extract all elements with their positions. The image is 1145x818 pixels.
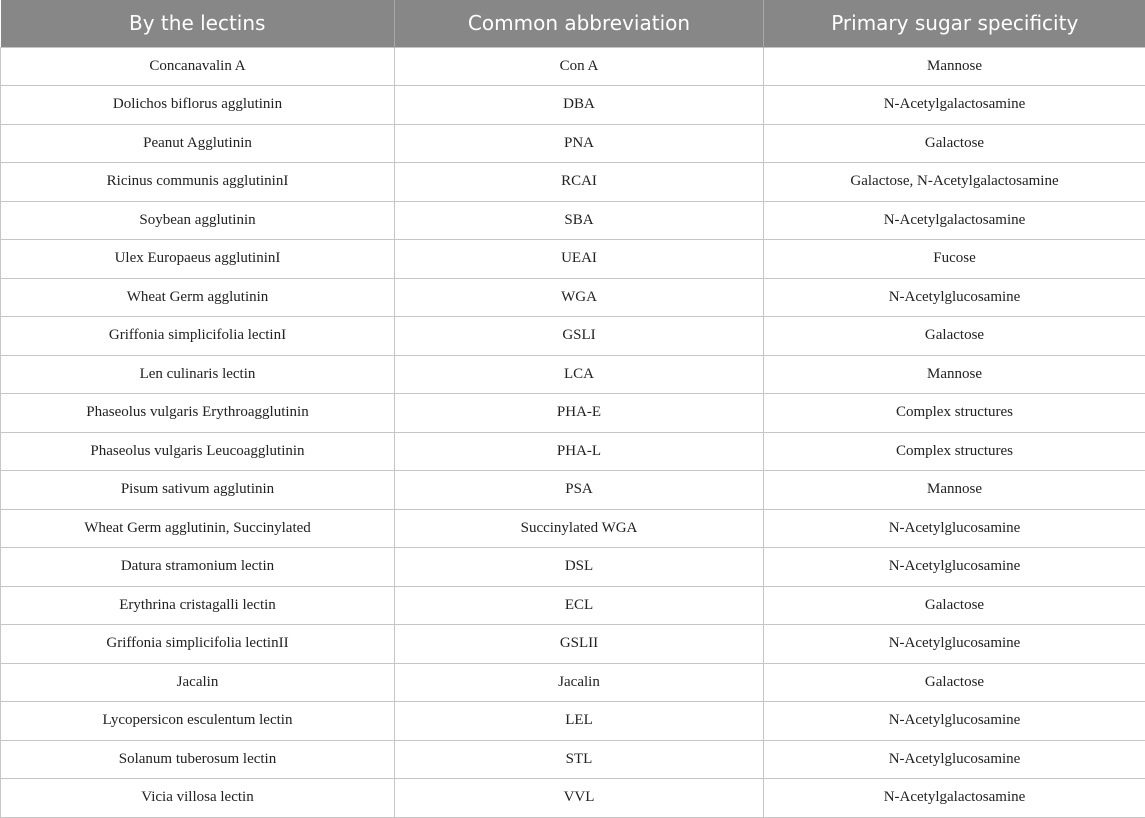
cell-abbreviation: Jacalin — [395, 663, 764, 702]
cell-lectin: Vicia villosa lectin — [1, 779, 395, 818]
table-row — [1, 163, 1145, 202]
cell-abbreviation: STL — [395, 740, 764, 779]
cell-sugar-specificity: N-Acetylgalactosamine — [764, 201, 1145, 240]
table-row — [1, 509, 1145, 548]
cell-lectin: Phaseolus vulgaris Leucoagglutinin — [1, 432, 395, 471]
table-row — [1, 740, 1145, 779]
cell-sugar-specificity: Complex structures — [764, 432, 1145, 471]
table-row — [1, 779, 1145, 818]
cell-abbreviation: Succinylated WGA — [395, 509, 764, 548]
cell-sugar-specificity: N-Acetylgalactosamine — [764, 779, 1145, 818]
cell-lectin: Griffonia simplicifolia lectinII — [1, 625, 395, 664]
table-row — [1, 663, 1145, 702]
cell-abbreviation: PHA-L — [395, 432, 764, 471]
cell-abbreviation: PSA — [395, 471, 764, 510]
cell-lectin: Pisum sativum agglutinin — [1, 471, 395, 510]
cell-abbreviation: GSLI — [395, 317, 764, 356]
cell-lectin: Solanum tuberosum lectin — [1, 740, 395, 779]
cell-sugar-specificity: Fucose — [764, 240, 1145, 279]
table-row — [1, 47, 1145, 86]
cell-sugar-specificity: Galactose — [764, 663, 1145, 702]
cell-abbreviation: RCAI — [395, 163, 764, 202]
cell-sugar-specificity: Mannose — [764, 355, 1145, 394]
cell-lectin: Dolichos biflorus agglutinin — [1, 86, 395, 125]
header-sugar-specificity: Primary sugar specificity — [764, 0, 1145, 47]
cell-abbreviation: SBA — [395, 201, 764, 240]
cell-lectin: Ricinus communis agglutininI — [1, 163, 395, 202]
header-abbreviation: Common abbreviation — [395, 0, 764, 47]
cell-lectin: Concanavalin A — [1, 47, 395, 86]
header-row — [1, 0, 1145, 47]
cell-sugar-specificity: N-Acetylglucosamine — [764, 625, 1145, 664]
cell-lectin: Griffonia simplicifolia lectinI — [1, 317, 395, 356]
cell-sugar-specificity: N-Acetylglucosamine — [764, 740, 1145, 779]
cell-abbreviation: WGA — [395, 278, 764, 317]
cell-sugar-specificity: N-Acetylglucosamine — [764, 509, 1145, 548]
cell-lectin: Jacalin — [1, 663, 395, 702]
table-row — [1, 278, 1145, 317]
table-row — [1, 317, 1145, 356]
cell-abbreviation: VVL — [395, 779, 764, 818]
table-body — [1, 47, 1145, 817]
cell-sugar-specificity: Galactose, N-Acetylgalactosamine — [764, 163, 1145, 202]
cell-abbreviation: ECL — [395, 586, 764, 625]
cell-sugar-specificity: Galactose — [764, 317, 1145, 356]
cell-sugar-specificity: Mannose — [764, 47, 1145, 86]
cell-lectin: Soybean agglutinin — [1, 201, 395, 240]
cell-abbreviation: Con A — [395, 47, 764, 86]
cell-sugar-specificity: Mannose — [764, 471, 1145, 510]
table-row — [1, 201, 1145, 240]
table-row — [1, 124, 1145, 163]
cell-abbreviation: DBA — [395, 86, 764, 125]
cell-sugar-specificity: Galactose — [764, 586, 1145, 625]
cell-sugar-specificity: N-Acetylglucosamine — [764, 278, 1145, 317]
table-header — [1, 0, 1145, 47]
cell-sugar-specificity: N-Acetylglucosamine — [764, 548, 1145, 587]
cell-abbreviation: PNA — [395, 124, 764, 163]
cell-abbreviation: GSLII — [395, 625, 764, 664]
cell-abbreviation: DSL — [395, 548, 764, 587]
cell-sugar-specificity: Complex structures — [764, 394, 1145, 433]
table-row — [1, 240, 1145, 279]
table-row — [1, 355, 1145, 394]
table-row — [1, 548, 1145, 587]
cell-lectin: Datura stramonium lectin — [1, 548, 395, 587]
table-row — [1, 86, 1145, 125]
cell-lectin: Wheat Germ agglutinin — [1, 278, 395, 317]
table-row — [1, 586, 1145, 625]
cell-sugar-specificity: Galactose — [764, 124, 1145, 163]
cell-abbreviation: LEL — [395, 702, 764, 741]
cell-lectin: Wheat Germ agglutinin, Succinylated — [1, 509, 395, 548]
table-row — [1, 394, 1145, 433]
header-lectin: By the lectins — [1, 0, 395, 47]
cell-lectin: Ulex Europaeus agglutininI — [1, 240, 395, 279]
cell-lectin: Lycopersicon esculentum lectin — [1, 702, 395, 741]
table-row — [1, 625, 1145, 664]
cell-sugar-specificity: N-Acetylglucosamine — [764, 702, 1145, 741]
cell-abbreviation: LCA — [395, 355, 764, 394]
cell-lectin: Peanut Agglutinin — [1, 124, 395, 163]
cell-lectin: Len culinaris lectin — [1, 355, 395, 394]
cell-lectin: Erythrina cristagalli lectin — [1, 586, 395, 625]
table-row — [1, 702, 1145, 741]
cell-abbreviation: UEAI — [395, 240, 764, 279]
cell-lectin: Phaseolus vulgaris Erythroagglutinin — [1, 394, 395, 433]
cell-sugar-specificity: N-Acetylgalactosamine — [764, 86, 1145, 125]
table-row — [1, 432, 1145, 471]
table-row — [1, 471, 1145, 510]
cell-abbreviation: PHA-E — [395, 394, 764, 433]
